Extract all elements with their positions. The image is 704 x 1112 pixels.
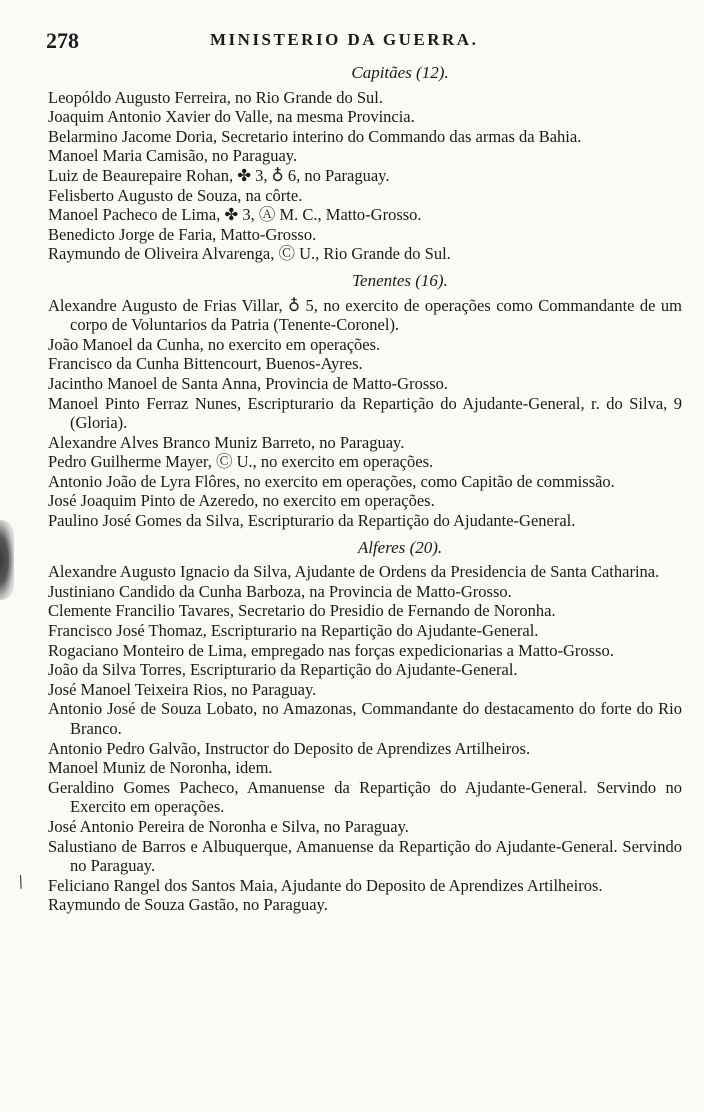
- pencil-tick-mark: /: [14, 871, 27, 892]
- roster-entry: Rogaciano Monteiro de Lima, empregado nas forças expedicionarias a Matto-Grosso.: [48, 640, 614, 660]
- roster-entry: Manoel Pacheco de Lima, ✤ 3, Ⓐ M. C., Matto-Grosso.: [48, 205, 422, 225]
- roster-entry: João Manoel da Cunha, no exercito em operações.: [48, 334, 381, 354]
- roster-entry: José Joaquim Pinto de Azeredo, no exercito em operações.: [48, 491, 435, 511]
- margin-ink-blot: [0, 520, 14, 600]
- roster-entry: Manoel Pinto Ferraz Nunes, Escripturario da Repartição do Ajudante-General, r. do Silva, 9 (Gloria).: [48, 393, 682, 433]
- roster-entry: Salustiano de Barros e Albuquerque, Amanuense da Repartição do Ajudante-General. Servindo no Paraguay.: [48, 836, 682, 876]
- section-spacer: [48, 531, 682, 535]
- page-header: [46, 28, 686, 58]
- roster-entry: Paulino José Gomes da Silva, Escripturario da Repartição do Ajudante-General.: [48, 511, 576, 531]
- roster-entry: Francisco da Cunha Bittencourt, Buenos-Ayres.: [48, 354, 363, 374]
- roster-entry: Justiniano Candido da Cunha Barboza, na Provincia de Matto-Grosso.: [48, 581, 512, 601]
- section-heading: Tenentes (16).: [352, 270, 448, 290]
- roster-entry: Benedicto Jorge de Faria, Matto-Grosso.: [48, 224, 317, 244]
- roster-entry: Felisberto Augusto de Souza, na côrte.: [48, 185, 303, 205]
- roster-entry: Geraldino Gomes Pacheco, Amanuense da Repartição do Ajudante-General. Servindo no Exercito em operações.: [48, 777, 682, 817]
- roster-entry: Pedro Guilherme Mayer, Ⓒ U., no exercito em operações.: [48, 452, 434, 472]
- roster-entry: Antonio João de Lyra Flôres, no exercito em operações, como Capitão de commissão.: [48, 471, 615, 491]
- roster-entry: Manoel Maria Camisão, no Paraguay.: [48, 146, 298, 166]
- roster-body: [48, 60, 682, 915]
- roster-entry: Clemente Francilio Tavares, Secretario do Presidio de Fernando de Noronha.: [48, 601, 556, 621]
- roster-entry: Feliciano Rangel dos Santos Maia, Ajudante do Deposito de Aprendizes Artilheiros.: [48, 875, 603, 895]
- roster-entry: Luiz de Beaurepaire Rohan, ✤ 3, ♁ 6, no Paraguay.: [48, 165, 390, 185]
- section-heading: Capitães (12).: [351, 63, 449, 82]
- roster-entry: Francisco José Thomaz, Escripturario na Repartição do Ajudante-General.: [48, 621, 539, 641]
- running-title: MINISTERIO DA GUERRA.: [210, 30, 479, 49]
- roster-entry: Belarmino Jacome Doria, Secretario interino do Commando das armas da Bahia.: [48, 126, 582, 146]
- roster-entry: Alexandre Augusto de Frias Villar, ♁ 5, no exercito de operações como Commandante de um corpo de Voluntarios da Patria (Tenente-Coronel).: [48, 295, 682, 335]
- roster-entry: Raymundo de Souza Gastão, no Paraguay.: [48, 895, 328, 915]
- section-heading: Alferes (20).: [357, 537, 443, 557]
- roster-entry: Leopóldo Augusto Ferreira, no Rio Grande do Sul.: [48, 87, 383, 107]
- roster-entry: Antonio José de Souza Lobato, no Amazonas, Commandante do destacamento do forte do Rio Branco.: [48, 699, 682, 738]
- roster-entry: Antonio Pedro Galvão, Instructor do Deposito de Aprendizes Artilheiros.: [48, 738, 531, 758]
- roster-entry: José Manoel Teixeira Rios, no Paraguay.: [48, 679, 317, 699]
- roster-entry: José Antonio Pereira de Noronha e Silva, no Paraguay.: [48, 816, 409, 836]
- roster-entry: Jacintho Manoel de Santa Anna, Provincia de Matto-Grosso.: [48, 373, 449, 393]
- roster-entry: Joaquim Antonio Xavier do Valle, na mesma Provincia.: [48, 107, 415, 127]
- section-spacer: [48, 264, 682, 268]
- roster-entry: João da Silva Torres, Escripturario da Repartição do Ajudante-General.: [48, 660, 518, 680]
- roster-entry: Alexandre Augusto Ignacio da Silva, Ajudante de Ordens da Presidencia de Santa Catharina.: [48, 562, 660, 582]
- page-number: 278: [46, 28, 79, 53]
- roster-entry: Raymundo de Oliveira Alvarenga, Ⓒ U., Rio Grande do Sul.: [48, 244, 451, 264]
- roster-entry: Manoel Muniz de Noronha, idem.: [48, 758, 273, 778]
- roster-entry: Alexandre Alves Branco Muniz Barreto, no Paraguay.: [48, 432, 405, 452]
